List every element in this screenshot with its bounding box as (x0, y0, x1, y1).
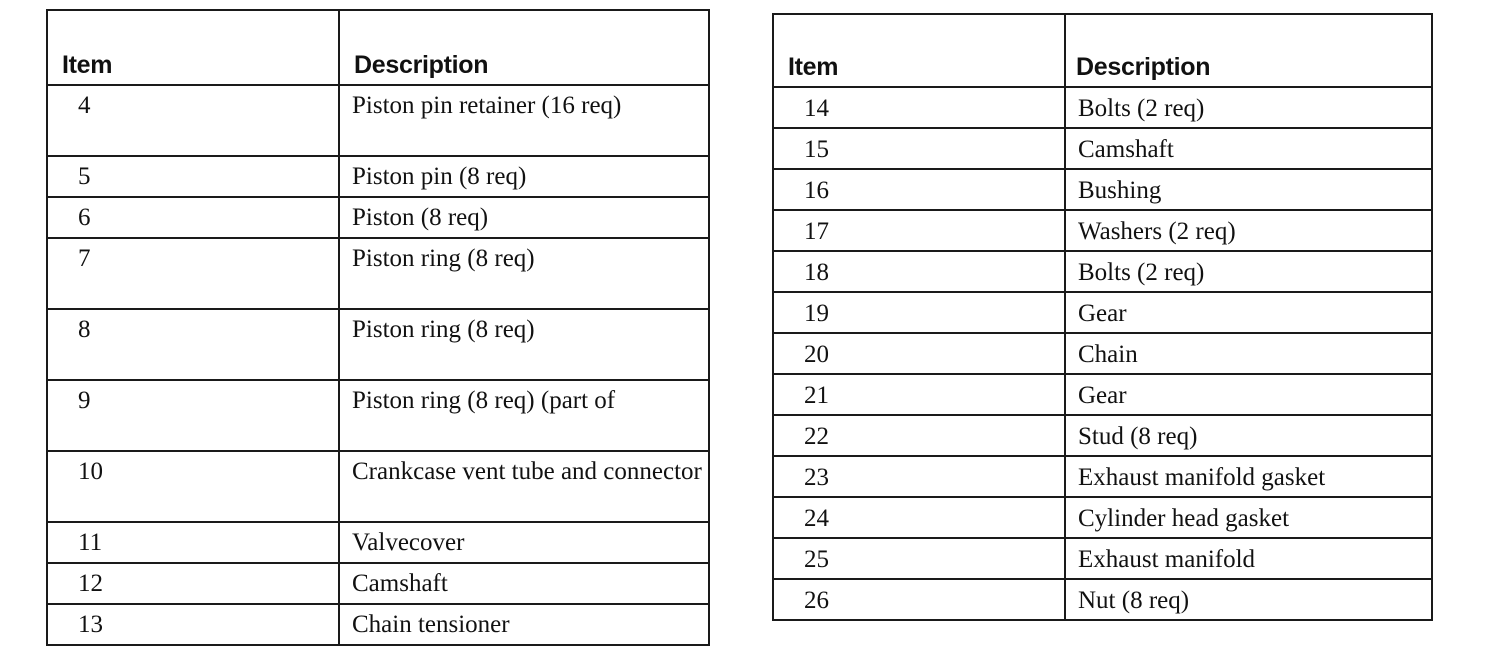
item-number: 20 (773, 333, 1065, 374)
table-row (773, 415, 1432, 456)
parts-table-left (46, 9, 710, 646)
item-number: 11 (47, 522, 339, 563)
table-row (773, 456, 1432, 497)
item-number: 9 (47, 380, 339, 451)
item-number: 15 (773, 128, 1065, 169)
table-header-row (47, 10, 709, 85)
table-row (773, 128, 1432, 169)
table-row (773, 292, 1432, 333)
description-column-header: Description (1065, 14, 1432, 87)
item-description: Bolts (2 req) (1065, 251, 1432, 292)
item-description: Cylinder head gasket (1065, 497, 1432, 538)
parts-table-right (772, 13, 1433, 621)
item-number: 5 (47, 156, 339, 197)
table-row (47, 156, 709, 197)
item-column-header: Item (773, 14, 1065, 87)
item-description: Piston ring (8 req) (339, 309, 709, 380)
table-row (47, 309, 709, 380)
table-row (773, 87, 1432, 128)
item-number: 4 (47, 85, 339, 156)
item-description: Nut (8 req) (1065, 579, 1432, 620)
table-row (773, 333, 1432, 374)
item-number: 22 (773, 415, 1065, 456)
table-row (47, 604, 709, 645)
item-description: Bushing (1065, 169, 1432, 210)
item-description: Camshaft (339, 563, 709, 604)
item-description: Chain (1065, 333, 1432, 374)
item-number: 13 (47, 604, 339, 645)
item-description: Piston pin retainer (16 req) (339, 85, 709, 156)
item-number: 26 (773, 579, 1065, 620)
item-number: 10 (47, 451, 339, 522)
table-row (773, 538, 1432, 579)
item-description: Exhaust manifold gasket (1065, 456, 1432, 497)
table-row (773, 210, 1432, 251)
table-row (47, 522, 709, 563)
item-description: Gear (1065, 292, 1432, 333)
item-number: 25 (773, 538, 1065, 579)
item-number: 24 (773, 497, 1065, 538)
table-row (47, 197, 709, 238)
table-row (773, 497, 1432, 538)
item-number: 8 (47, 309, 339, 380)
item-number: 6 (47, 197, 339, 238)
table-row (773, 169, 1432, 210)
item-number: 14 (773, 87, 1065, 128)
table-row (47, 238, 709, 309)
item-number: 19 (773, 292, 1065, 333)
item-description: Piston ring (8 req) (part of (339, 380, 709, 451)
item-description: Camshaft (1065, 128, 1432, 169)
table-row (773, 251, 1432, 292)
item-number: 17 (773, 210, 1065, 251)
item-description: Valvecover (339, 522, 709, 563)
item-description: Piston ring (8 req) (339, 238, 709, 309)
item-description: Crankcase vent tube and connector (339, 451, 709, 522)
table-row (47, 563, 709, 604)
item-description: Exhaust manifold (1065, 538, 1432, 579)
item-number: 16 (773, 169, 1065, 210)
item-column-header: Item (47, 10, 339, 85)
item-description: Gear (1065, 374, 1432, 415)
item-description: Washers (2 req) (1065, 210, 1432, 251)
item-description: Piston pin (8 req) (339, 156, 709, 197)
table-row (773, 374, 1432, 415)
item-description: Stud (8 req) (1065, 415, 1432, 456)
table-row (47, 380, 709, 451)
item-description: Piston (8 req) (339, 197, 709, 238)
table-row (773, 579, 1432, 620)
table-row (47, 451, 709, 522)
description-column-header: Description (339, 10, 709, 85)
item-number: 21 (773, 374, 1065, 415)
item-description: Chain tensioner (339, 604, 709, 645)
table-header-row (773, 14, 1432, 87)
item-description: Bolts (2 req) (1065, 87, 1432, 128)
item-number: 23 (773, 456, 1065, 497)
item-number: 12 (47, 563, 339, 604)
item-number: 7 (47, 238, 339, 309)
item-number: 18 (773, 251, 1065, 292)
table-row (47, 85, 709, 156)
